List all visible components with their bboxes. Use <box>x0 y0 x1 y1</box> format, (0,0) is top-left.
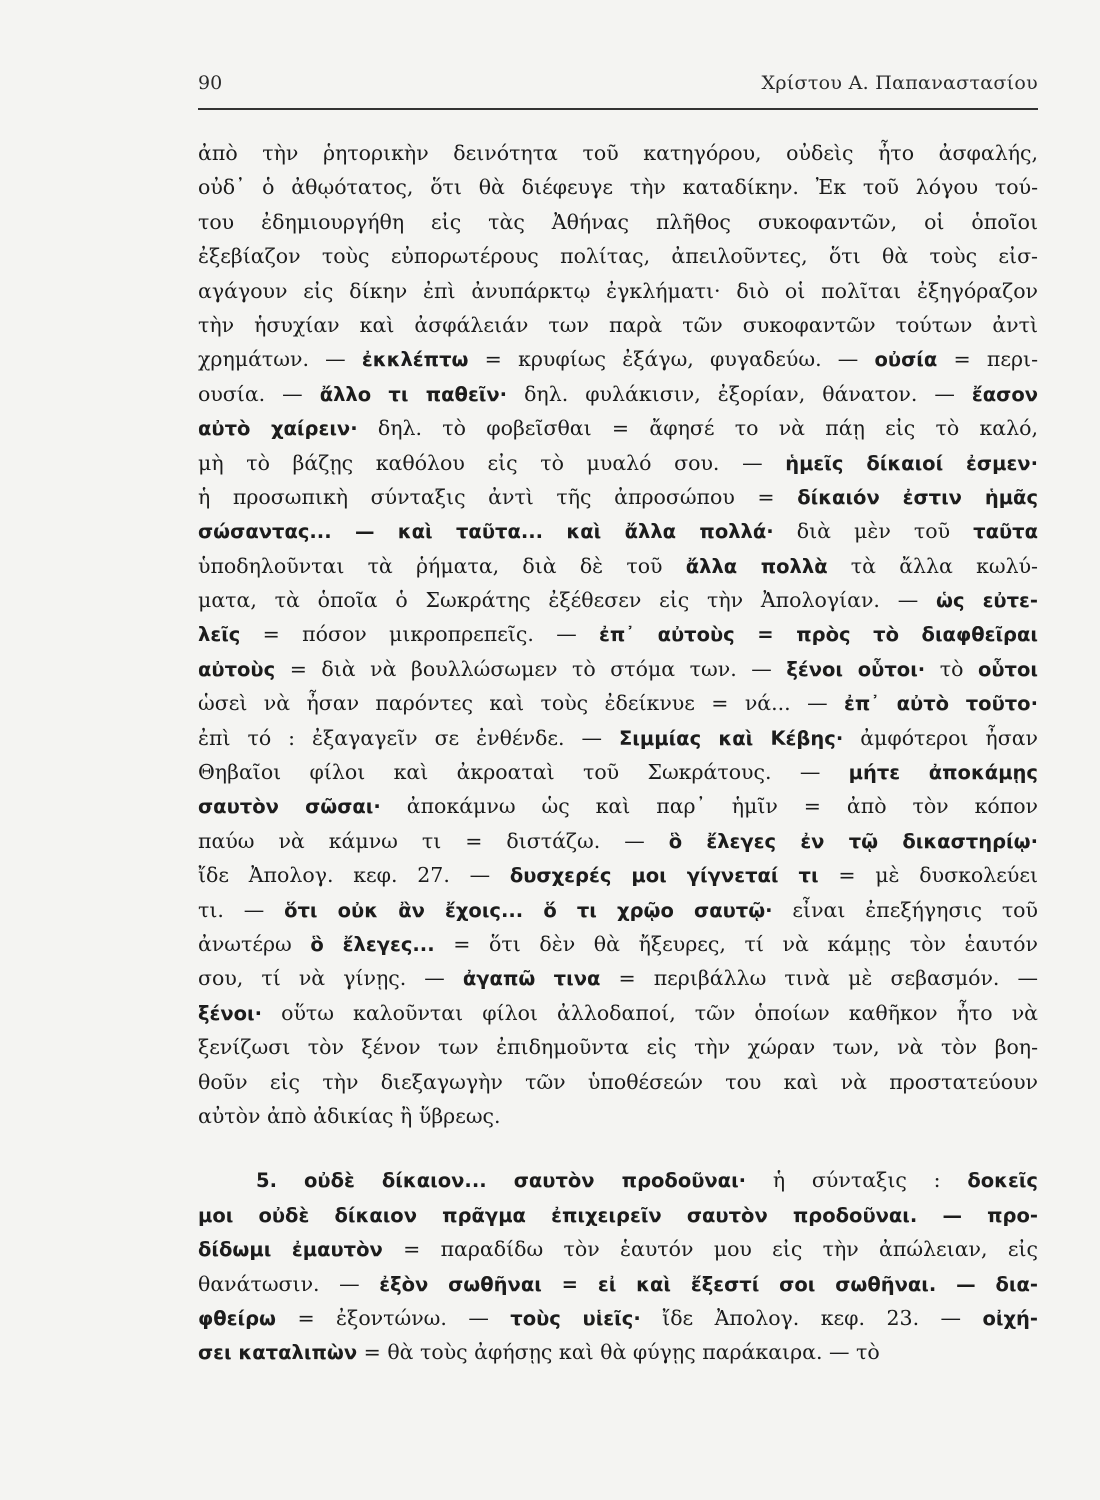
text-line <box>198 170 1038 204</box>
bold-term: ἐκκλέπτω <box>361 348 469 372</box>
text-segment: ἀπὸ τὴν ῥητορικὴν δεινότητα τοῦ κατηγόρου, οὐδεὶς ἦτο ἀσφαλής, <box>198 141 1038 165</box>
text-segment: ἐπὶ τό : ἐξαγαγεῖν σε ἐνθένδε. — <box>198 725 619 750</box>
header-rule <box>198 108 1038 110</box>
text-line <box>198 1232 1038 1266</box>
bold-term: ταῦτα <box>973 520 1038 544</box>
bold-term: αὐτοὺς <box>198 657 276 681</box>
text-line <box>198 549 1038 583</box>
running-head: Χρίστου Α. Παπαναστασίου <box>761 72 1038 94</box>
text-segment: Θηβαῖοι φίλοι καὶ ἀκροαταὶ τοῦ Σωκράτους. — <box>198 760 849 785</box>
text-segment: ἀνωτέρω <box>198 931 311 956</box>
bold-term: μήτε ἀποκάμῃς <box>848 761 1038 785</box>
text-segment: ἀποκάμνω ὡς καὶ παρ᾽ ἡμῖν = ἀπὸ τὸν κόπον <box>380 794 1038 819</box>
bold-term: ἐξὸν σωθῆναι = εἰ καὶ ἔξεστί σοι σωθῆναι. — δια- <box>379 1272 1038 1296</box>
text-line <box>198 961 1038 995</box>
text-segment: = ὅτι δὲν θὰ ἤξευρες, τί νὰ κάμῃς τὸν ἑαυτόν <box>434 931 1038 956</box>
bold-term: μοι οὐδὲ δίκαιον πρᾶγμα ἐπιχειρεῖν σαυτὸν προδοῦναι. — προ- <box>198 1203 1038 1227</box>
bold-term: ἀγαπῶ τινα <box>462 967 601 991</box>
text-line <box>198 686 1038 720</box>
text-line <box>198 617 1038 651</box>
text-segment: θανάτωσιν. — <box>198 1271 380 1296</box>
text-segment: = περιβάλλω τινὰ μὲ σεβασμόν. — <box>600 966 1038 991</box>
text-segment: χρημάτων. — <box>198 347 362 372</box>
text-segment: θοῦν εἰς τὴν διεξαγωγὴν τῶν ὑποθέσεών του καὶ νὰ προστατεύουν <box>198 1069 1038 1094</box>
bold-term: ἄλλα πολλὰ <box>685 554 828 578</box>
bold-term: σώσαντας... — καὶ ταῦτα... καὶ ἄλλα πολλά· <box>198 520 774 544</box>
paragraph-2 <box>198 1163 1038 1369</box>
text-line <box>198 1163 1038 1197</box>
text-segment: ἐξεβίαζον τοὺς εὐπορωτέρους πολίτας, ἀπειλοῦντες, ὅτι θὰ τοὺς εἰσ- <box>198 244 1038 269</box>
text-line <box>198 583 1038 617</box>
text-line <box>198 1301 1038 1335</box>
text-line <box>198 1267 1038 1301</box>
text-line <box>198 342 1038 376</box>
text-line <box>198 652 1038 686</box>
text-segment: αγάγουν εἰς δίκην ἐπὶ ἀνυπάρκτῳ ἐγκλήματι· διὸ οἱ πολῖται ἐξηγόραζον <box>198 278 1038 303</box>
text-segment: = κρυφίως ἐξάγω, φυγαδεύω. — <box>468 347 875 372</box>
text-segment: οὕτω καλοῦνται φίλοι ἀλλοδαποί, τῶν ὁποίων καθῆκον ἦτο νὰ <box>262 1000 1038 1025</box>
bold-term: σαυτὸν σῶσαι· <box>198 795 381 819</box>
bold-term: δίκαιόν ἐστιν ἡμᾶς <box>797 485 1038 509</box>
text-segment: σου, τί νὰ γίνῃς. — <box>198 966 463 991</box>
text-line <box>198 136 1038 170</box>
text-segment: του ἐδημιουργήθη εἰς τὰς Ἀθήνας πλῆθος συκοφαντῶν, οἱ ὁποῖοι <box>198 209 1038 234</box>
text-segment: = πόσον μικροπρεπεῖς. — <box>240 622 599 647</box>
text-segment: ξενίζωσι τὸν ξένον των ἐπιδημοῦντα εἰς τὴν χώραν των, νὰ τὸν βοη- <box>198 1035 1038 1060</box>
text-segment: τὴν ἡσυχίαν καὶ ἀσφάλειάν των παρὰ τῶν συκοφαντῶν τούτων ἀντὶ <box>198 312 1038 337</box>
text-line <box>198 308 1038 342</box>
text-segment: δηλ. φυλάκισιν, ἐξορίαν, θάνατον. — <box>507 381 972 406</box>
text-segment: ἀμφότεροι ἦσαν <box>843 725 1038 750</box>
text-line <box>198 893 1038 927</box>
bold-term: οὐσία <box>874 348 938 372</box>
text-segment: ἴδε Ἀπολογ. κεφ. 23. — <box>640 1305 983 1330</box>
bold-term: ἄλλο τι παθεῖν· <box>319 382 508 406</box>
text-line <box>198 514 1038 548</box>
text-line <box>198 1335 1038 1369</box>
bold-term: ξένοι οὗτοι· <box>786 657 926 681</box>
bold-term: οὗτοι <box>977 657 1038 681</box>
text-line <box>198 824 1038 858</box>
text-line <box>198 411 1038 445</box>
text-segment: = ἐξοντώνω. — <box>276 1305 511 1330</box>
paragraph-1 <box>198 136 1038 1133</box>
text-segment: = διὰ νὰ βουλλώσωμεν τὸ στόμα των. — <box>275 656 787 681</box>
text-line <box>198 755 1038 789</box>
text-line <box>198 927 1038 961</box>
text-line <box>198 239 1038 273</box>
page-number: 90 <box>198 72 223 94</box>
text-segment: = μὲ δυσκολεύει <box>818 863 1038 888</box>
bold-term: ὃ ἔλεγες... <box>310 932 435 956</box>
text-segment: = περι- <box>937 347 1038 372</box>
text-line <box>198 1030 1038 1064</box>
text-line <box>198 205 1038 239</box>
text-segment: = παραδίδω τὸν ἑαυτόν μου εἰς τὴν ἀπώλειαν, εἰς <box>382 1237 1038 1262</box>
bold-term: Σιμμίας καὶ Κέβης· <box>618 726 844 750</box>
text-line <box>198 480 1038 514</box>
bold-term: ἡμεῖς δίκαιοί ἐσμεν· <box>785 451 1038 475</box>
text-segment: τὰ ἄλλα κωλύ- <box>827 553 1038 578</box>
bold-term: ἐπ᾽ αὐτὸ τοῦτο· <box>843 692 1038 716</box>
text-segment: παύω νὰ κάμνω τι = διστάζω. — <box>198 828 669 853</box>
text-segment: ἴδε Ἀπολογ. κεφ. 27. — <box>198 863 510 888</box>
bold-term: ὅτι οὐκ ἂν ἔχοις... ὅ τι χρῷο σαυτῷ· <box>284 898 773 922</box>
text-segment: ὡσεὶ νὰ ἦσαν παρόντες καὶ τοὺς ἐδείκνυε = νά... — <box>198 691 844 716</box>
text-line <box>198 789 1038 823</box>
text-segment: ὑποδηλοῦνται τὰ ῥήματα, διὰ δὲ τοῦ <box>198 553 686 578</box>
text-line <box>198 1065 1038 1099</box>
page-header <box>198 70 1038 104</box>
text-segment: οὐδ᾽ ὁ ἀθῳότατος, ὅτι θὰ διέφευγε τὴν καταδίκην. Ἐκ τοῦ λόγου τού- <box>198 175 1038 200</box>
bold-term: δίδωμι ἐμαυτὸν <box>198 1238 383 1262</box>
bold-term: 5. οὐδὲ δίκαιον... σαυτὸν προδοῦναι· <box>256 1169 747 1193</box>
text-segment: ουσία. — <box>198 381 320 406</box>
text-line <box>198 1099 1038 1133</box>
text-line <box>198 446 1038 480</box>
text-line <box>198 1198 1038 1232</box>
text-segment: διὰ μὲν τοῦ <box>773 519 974 544</box>
text-line <box>198 721 1038 755</box>
text-line <box>198 274 1038 308</box>
bold-term: ξένοι· <box>198 1001 263 1025</box>
bold-term: δοκεῖς <box>967 1169 1038 1193</box>
text-line <box>198 377 1038 411</box>
bold-term: δυσχερές μοι γίγνεταί τι <box>509 864 819 888</box>
bold-term: σει καταλιπὼν <box>198 1341 358 1365</box>
text-segment: δηλ. τὸ φοβεῖσθαι = ἄφησέ το νὰ πάῃ εἰς τὸ καλό, <box>357 416 1038 441</box>
bold-term: ὃ ἔλεγες ἐν τῷ δικαστηρίῳ· <box>668 829 1038 853</box>
bold-term: λεῖς <box>198 623 241 647</box>
bold-term: τοὺς υἱεῖς· <box>510 1306 641 1330</box>
bold-term: οἰχή- <box>982 1306 1038 1330</box>
text-segment: τὸ <box>925 656 978 681</box>
bold-term: φθείρω <box>198 1306 277 1330</box>
bold-term: ὡς εὐτε- <box>936 589 1038 613</box>
text-line <box>198 996 1038 1030</box>
text-segment: μὴ τὸ βάζῃς καθόλου εἰς τὸ μυαλό σου. — <box>198 450 786 475</box>
bold-term: ἔασον <box>971 382 1038 406</box>
text-segment: τι. — <box>198 897 285 922</box>
text-line <box>198 858 1038 892</box>
paragraph-gap <box>198 1133 1038 1163</box>
text-segment: αὐτὸν ἀπὸ ἀδικίας ἢ ὕβρεως. <box>198 1103 501 1128</box>
body-text <box>198 136 1038 1370</box>
text-segment: εἶναι ἐπεξήγησις τοῦ <box>772 897 1038 922</box>
text-segment: ἡ σύνταξις : <box>746 1168 968 1193</box>
text-segment: ἡ προσωπικὴ σύνταξις ἀντὶ τῆς ἀπροσώπου = <box>198 484 798 509</box>
bold-term: αὐτὸ χαίρειν· <box>198 417 358 441</box>
bold-term: ἐπ᾽ αὐτοὺς = πρὸς τὸ διαφθεῖραι <box>599 623 1038 647</box>
text-segment: ματα, τὰ ὁποῖα ὁ Σωκράτης ἐξέθεσεν εἰς τὴν Ἀπολογίαν. — <box>198 588 937 613</box>
text-segment: = θὰ τοὺς ἀφήσῃς καὶ θὰ φύγῃς παράκαιρα. — τὸ <box>357 1340 880 1365</box>
